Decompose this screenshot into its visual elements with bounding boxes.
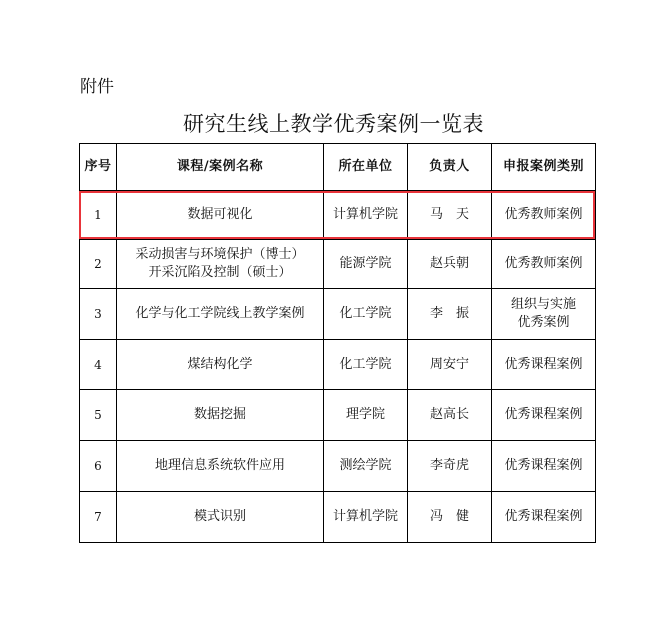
table-row (80, 390, 596, 441)
table-row (80, 240, 596, 289)
cell-no: 2 (80, 240, 117, 289)
cell-no: 6 (80, 441, 117, 492)
cases-table (79, 143, 596, 543)
cell-lead: 赵高长 (408, 390, 492, 441)
cell-lead: 赵兵朝 (408, 240, 492, 289)
cell-category: 优秀课程案例 (492, 340, 596, 390)
cell-lead: 马 天 (408, 191, 492, 240)
cell-unit: 化工学院 (324, 340, 408, 390)
cell-category: 优秀课程案例 (492, 492, 596, 543)
cell-name: 化学与化工学院线上教学案例 (117, 289, 324, 340)
cell-no: 5 (80, 390, 117, 441)
cell-name: 数据挖掘 (117, 390, 324, 441)
cell-name: 地理信息系统软件应用 (117, 441, 324, 492)
cell-unit: 能源学院 (324, 240, 408, 289)
page-title: 研究生线上教学优秀案例一览表 (183, 112, 484, 136)
cell-name: 数据可视化 (117, 191, 324, 240)
cell-no: 3 (80, 289, 117, 340)
cell-lead: 冯 健 (408, 492, 492, 543)
cell-no: 7 (80, 492, 117, 543)
header-lead: 负责人 (408, 144, 492, 191)
cell-no: 4 (80, 340, 117, 390)
table-header-row (80, 144, 596, 191)
header-name: 课程/案例名称 (117, 144, 324, 191)
cell-unit: 计算机学院 (324, 492, 408, 543)
cell-name: 模式识别 (117, 492, 324, 543)
header-no: 序号 (80, 144, 117, 191)
cell-unit: 计算机学院 (324, 191, 408, 240)
cell-name: 采动损害与环境保护（博士） 开采沉陷及控制（硕士） (117, 240, 324, 289)
cell-unit: 理学院 (324, 390, 408, 441)
header-unit: 所在单位 (324, 144, 408, 191)
table-row (80, 492, 596, 543)
attachment-label: 附件 (80, 77, 114, 97)
table-row (80, 191, 596, 240)
cell-category: 优秀课程案例 (492, 441, 596, 492)
cell-lead: 周安宁 (408, 340, 492, 390)
cell-category: 优秀课程案例 (492, 390, 596, 441)
cell-unit: 化工学院 (324, 289, 408, 340)
cell-category: 优秀教师案例 (492, 191, 596, 240)
table-row (80, 289, 596, 340)
cell-unit: 测绘学院 (324, 441, 408, 492)
cell-lead: 李奇虎 (408, 441, 492, 492)
cell-name: 煤结构化学 (117, 340, 324, 390)
cell-category: 组织与实施 优秀案例 (492, 289, 596, 340)
table-row (80, 340, 596, 390)
cell-category: 优秀教师案例 (492, 240, 596, 289)
cell-no: 1 (80, 191, 117, 240)
table-row (80, 441, 596, 492)
header-category: 申报案例类别 (492, 144, 596, 191)
cell-lead: 李 振 (408, 289, 492, 340)
